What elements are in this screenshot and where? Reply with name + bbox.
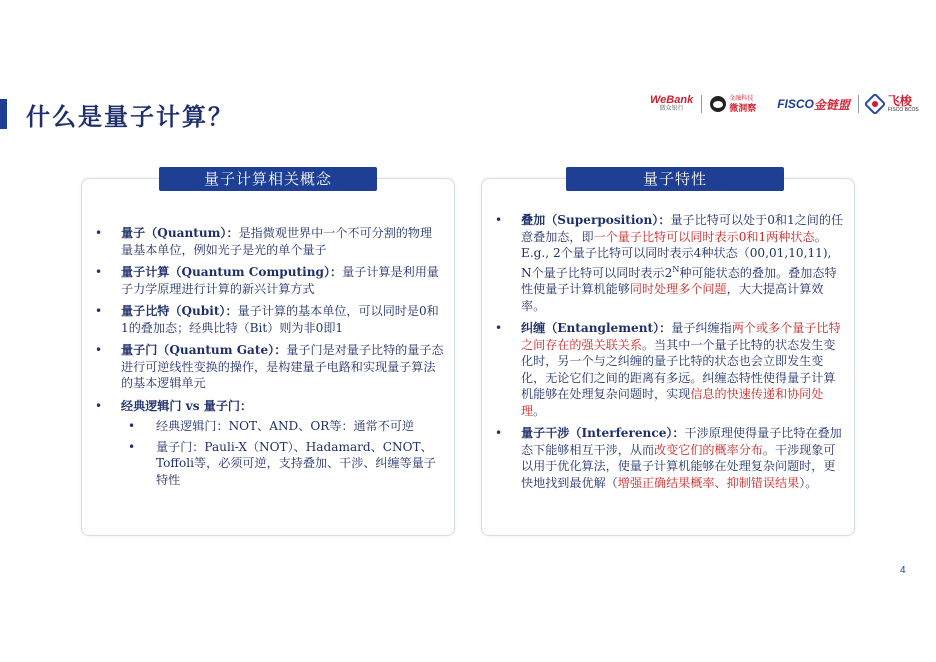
property-text: 。干涉现象可以用于优化算法，使量子计算机能够在处理复杂问题时，更快地找到最优解（	[521, 442, 836, 490]
property-term: 量子干涉（Interference）：	[521, 426, 685, 441]
property-text: 。当其中一个量子比特的状态发生变化时，另一个与之纠缠的量子比特的状态也会立即发生变化，无论它们之间的距离有多远。纠缠态特性使得量子计算机能够在处理复杂问题时，实现	[521, 337, 836, 402]
interference-item	[492, 425, 844, 491]
property-text: 种可能状态的叠加。叠加态特性使量子计算机能够	[521, 265, 837, 297]
property-highlight: 增强正确结果概率、抑制错误结果	[617, 475, 800, 490]
property-highlight: 同时处理多个问题	[629, 282, 727, 297]
properties-card-header: 量子特性	[566, 167, 784, 191]
wecan-logo-top: 金融科技	[729, 95, 754, 102]
property-highlight: 一个量子比特可以同时表示0和1两种状态	[593, 229, 815, 244]
sub-list-item: • 量子门：Pauli-X（NOT）、Hadamard、CNOT、Toffoli等，必须可逆，支持叠加、干涉、纠缠等量子特性	[121, 439, 444, 489]
feishu-logo	[867, 95, 919, 113]
property-text: ）。	[799, 475, 818, 490]
property-text: 。E.g., 2个量子比特可以同时表示4种状态（00,01,10,11), N个量子比特可以同时表示2	[521, 229, 832, 280]
concept-text: 是指微观世界中一个不可分割的物理量基本单位，例如光子是光的单个量子	[121, 226, 433, 257]
page-number: 4	[900, 565, 906, 576]
concept-term: 量子比特（Qubit）：	[121, 304, 238, 318]
wecan-mascot-icon	[710, 96, 726, 112]
partner-logos	[650, 92, 919, 116]
property-text: 量子比特可以处于0和1之间的任意叠加态，即	[521, 213, 844, 244]
list-item	[92, 303, 444, 336]
feishu-logo-icon	[864, 93, 887, 116]
concepts-list	[92, 225, 444, 494]
properties-list	[492, 212, 844, 497]
property-text: 量子纠缠指	[671, 321, 732, 336]
properties-card	[481, 170, 855, 536]
exponent: N	[672, 264, 680, 274]
concept-term: 量子计算（Quantum Computing）：	[121, 265, 343, 279]
feishu-logo-sub: FISCO BCOS	[887, 107, 919, 113]
logo-divider	[701, 95, 702, 113]
list-item	[92, 264, 444, 297]
property-highlight: 改变它们的概率分布	[654, 442, 763, 457]
webank-logo-subtext: 微众银行	[659, 106, 684, 112]
property-term: 叠加（Superposition）：	[521, 213, 671, 227]
webank-logo	[650, 95, 693, 113]
property-text: 。	[533, 403, 546, 418]
concept-text: 量子门是对量子比特的量子态进行可逆线性变换的操作，是构建量子电路和实现量子算法的基本逻辑单元	[121, 343, 444, 390]
property-term: 纠缠（Entanglement）：	[521, 321, 672, 336]
concepts-card	[81, 170, 455, 536]
list-item	[92, 398, 444, 489]
fisco-logo	[777, 96, 850, 113]
list-item	[92, 225, 444, 258]
gate-comparison-list	[121, 418, 444, 488]
title-accent-bar	[0, 99, 7, 129]
feishu-logo-main: 飞梭	[887, 94, 912, 108]
fisco-logo-cn: 金链盟	[813, 97, 850, 112]
property-text: ，大大提高计算效率。	[521, 282, 824, 313]
page-title: 什么是量子计算？	[26, 102, 234, 131]
superposition-item	[492, 212, 844, 314]
property-text: 干涉原理使得量子比特在叠加态下能够相互干涉，从而	[521, 426, 842, 457]
logo-divider	[858, 95, 859, 113]
concept-text: 量子计算的基本单位，可以同时是0和1的叠加态；经典比特（Bit）则为非0即1	[121, 304, 439, 335]
wecan-logo	[710, 96, 756, 113]
webank-logo-text: WeBank	[650, 94, 694, 106]
concept-term: 量子门（Quantum Gate）：	[121, 343, 287, 357]
logo-divider	[766, 95, 767, 113]
property-highlight: 信息的快速传递和协同处理	[521, 387, 824, 418]
wecan-logo-main: 微洞察	[729, 102, 757, 113]
concept-term: 经典逻辑门 vs 量子门：	[121, 398, 253, 413]
concept-text: 量子计算是利用量子力学原理进行计算的新兴计算方式	[121, 265, 439, 296]
fisco-logo-text: FISCO	[777, 97, 814, 111]
property-highlight: 两个或多个量子比特之间存在的强关联关系	[521, 321, 841, 352]
entanglement-item	[492, 320, 844, 419]
concept-term: 量子（Quantum）：	[121, 226, 239, 240]
list-item	[92, 342, 444, 392]
concepts-card-header: 量子计算相关概念	[159, 167, 377, 191]
sub-list-item: • 经典逻辑门：NOT、AND、OR等：通常不可逆	[121, 418, 444, 435]
